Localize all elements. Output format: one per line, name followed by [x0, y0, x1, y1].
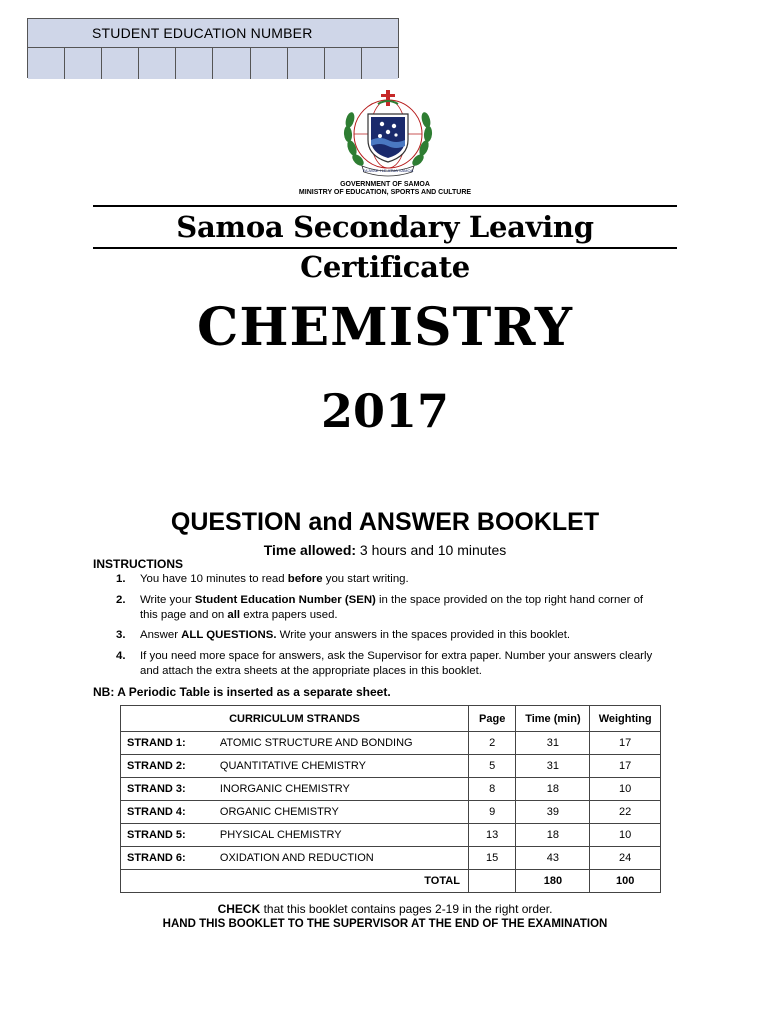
strand-label: STRAND 3: — [121, 778, 220, 801]
sen-cells — [28, 48, 398, 79]
strand-page: 9 — [468, 801, 516, 824]
instruction-number: 3. — [116, 629, 126, 641]
total-page — [468, 870, 516, 893]
sen-cell[interactable] — [28, 48, 65, 79]
strand-weighting: 10 — [590, 778, 661, 801]
government-line: GOVERNMENT OF SAMOA — [340, 181, 430, 188]
instruction-number: 1. — [116, 573, 126, 585]
instruction-text: If you need more space for answers, ask the Supervisor for extra paper. Number your answers clearly and attach the extra sheets at the appropriate places in this booklet. — [140, 650, 653, 677]
periodic-table-note: NB: A Periodic Table is inserted as a separate sheet. — [93, 685, 391, 699]
sen-cell[interactable] — [213, 48, 250, 79]
strand-weighting: 24 — [590, 847, 661, 870]
certificate-title: Samoa Secondary Leaving Certificate — [93, 205, 677, 249]
strand-name: INORGANIC CHEMISTRY — [220, 778, 469, 801]
strand-time: 43 — [516, 847, 590, 870]
strand-label: STRAND 1: — [121, 732, 220, 755]
strand-page: 15 — [468, 847, 516, 870]
strand-page: 8 — [468, 778, 516, 801]
header-time: Time (min) — [516, 706, 590, 732]
strand-time: 31 — [516, 732, 590, 755]
instruction-item — [116, 649, 661, 678]
strand-weighting: 10 — [590, 824, 661, 847]
sen-cell[interactable] — [176, 48, 213, 79]
sen-cell[interactable] — [139, 48, 176, 79]
sen-cell[interactable] — [102, 48, 139, 79]
strand-time: 18 — [516, 824, 590, 847]
table-row — [121, 755, 661, 778]
total-label: TOTAL — [121, 870, 469, 893]
strand-page: 2 — [468, 732, 516, 755]
instructions-heading: INSTRUCTIONS — [93, 557, 183, 571]
ministry-line: MINISTRY OF EDUCATION, SPORTS AND CULTURE — [298, 189, 472, 196]
sen-cell[interactable] — [325, 48, 362, 79]
booklet-title: QUESTION and ANSWER BOOKLET — [170, 508, 600, 536]
instruction-text: You have 10 minutes to read before you start writing. — [140, 573, 409, 585]
strand-name: ORGANIC CHEMISTRY — [220, 801, 469, 824]
instruction-text: Answer ALL QUESTIONS. Write your answers in the spaces provided in this booklet. — [140, 629, 571, 641]
instruction-item — [116, 572, 661, 587]
strand-time: 18 — [516, 778, 590, 801]
header-page: Page — [468, 706, 516, 732]
strand-weighting: 22 — [590, 801, 661, 824]
exam-year: 2017 — [320, 384, 450, 438]
strand-weighting: 17 — [590, 732, 661, 755]
instruction-text: Write your Student Education Number (SEN) in the space provided on the top right hand corner of this page and on all extra papers used. — [140, 594, 644, 621]
strand-label: STRAND 2: — [121, 755, 220, 778]
strand-time: 39 — [516, 801, 590, 824]
strand-page: 5 — [468, 755, 516, 778]
header-weighting: Weighting — [590, 706, 661, 732]
total-weighting: 100 — [590, 870, 661, 893]
strand-name: ATOMIC STRUCTURE AND BONDING — [220, 732, 469, 755]
strand-time: 31 — [516, 755, 590, 778]
instruction-item — [116, 628, 661, 643]
instruction-number: 2. — [116, 594, 126, 606]
time-allowed-value: 3 hours and 10 minutes — [356, 542, 507, 558]
check-note — [0, 902, 770, 917]
sen-cell[interactable] — [288, 48, 325, 79]
table-row — [121, 732, 661, 755]
time-allowed-label: Time allowed: — [263, 542, 357, 558]
sen-cell[interactable] — [362, 48, 398, 79]
instruction-item — [116, 593, 661, 622]
sen-cell[interactable] — [65, 48, 102, 79]
strand-label: STRAND 4: — [121, 801, 220, 824]
sen-label: STUDENT EDUCATION NUMBER — [28, 19, 398, 48]
strand-name: PHYSICAL CHEMISTRY — [220, 824, 469, 847]
svg-text:FA'AVAE I LE ATUA SAMOA: FA'AVAE I LE ATUA SAMOA — [362, 168, 414, 173]
header-strands: CURRICULUM STRANDS — [121, 706, 469, 732]
strand-name: QUANTITATIVE CHEMISTRY — [220, 755, 469, 778]
table-row — [121, 824, 661, 847]
instruction-number: 4. — [116, 650, 126, 662]
strand-page: 13 — [468, 824, 516, 847]
strand-weighting: 17 — [590, 755, 661, 778]
table-header-row — [121, 706, 661, 732]
subject-title: CHEMISTRY — [196, 297, 574, 358]
samoa-coat-of-arms-icon — [338, 90, 438, 178]
strand-name: OXIDATION AND REDUCTION — [220, 847, 469, 870]
sen-box — [27, 18, 399, 78]
table-row — [121, 801, 661, 824]
sen-cell[interactable] — [251, 48, 288, 79]
strand-label: STRAND 6: — [121, 847, 220, 870]
total-time: 180 — [516, 870, 590, 893]
table-total-row — [121, 870, 661, 893]
table-row — [121, 847, 661, 870]
strand-label: STRAND 5: — [121, 824, 220, 847]
check-rest: that this booklet contains pages 2-19 in the right order. — [260, 902, 553, 916]
check-bold: CHECK — [217, 902, 261, 916]
curriculum-strands-table — [120, 705, 661, 893]
hand-in-note: HAND THIS BOOKLET TO THE SUPERVISOR AT THE END OF THE EXAMINATION — [162, 918, 608, 930]
table-row — [121, 778, 661, 801]
